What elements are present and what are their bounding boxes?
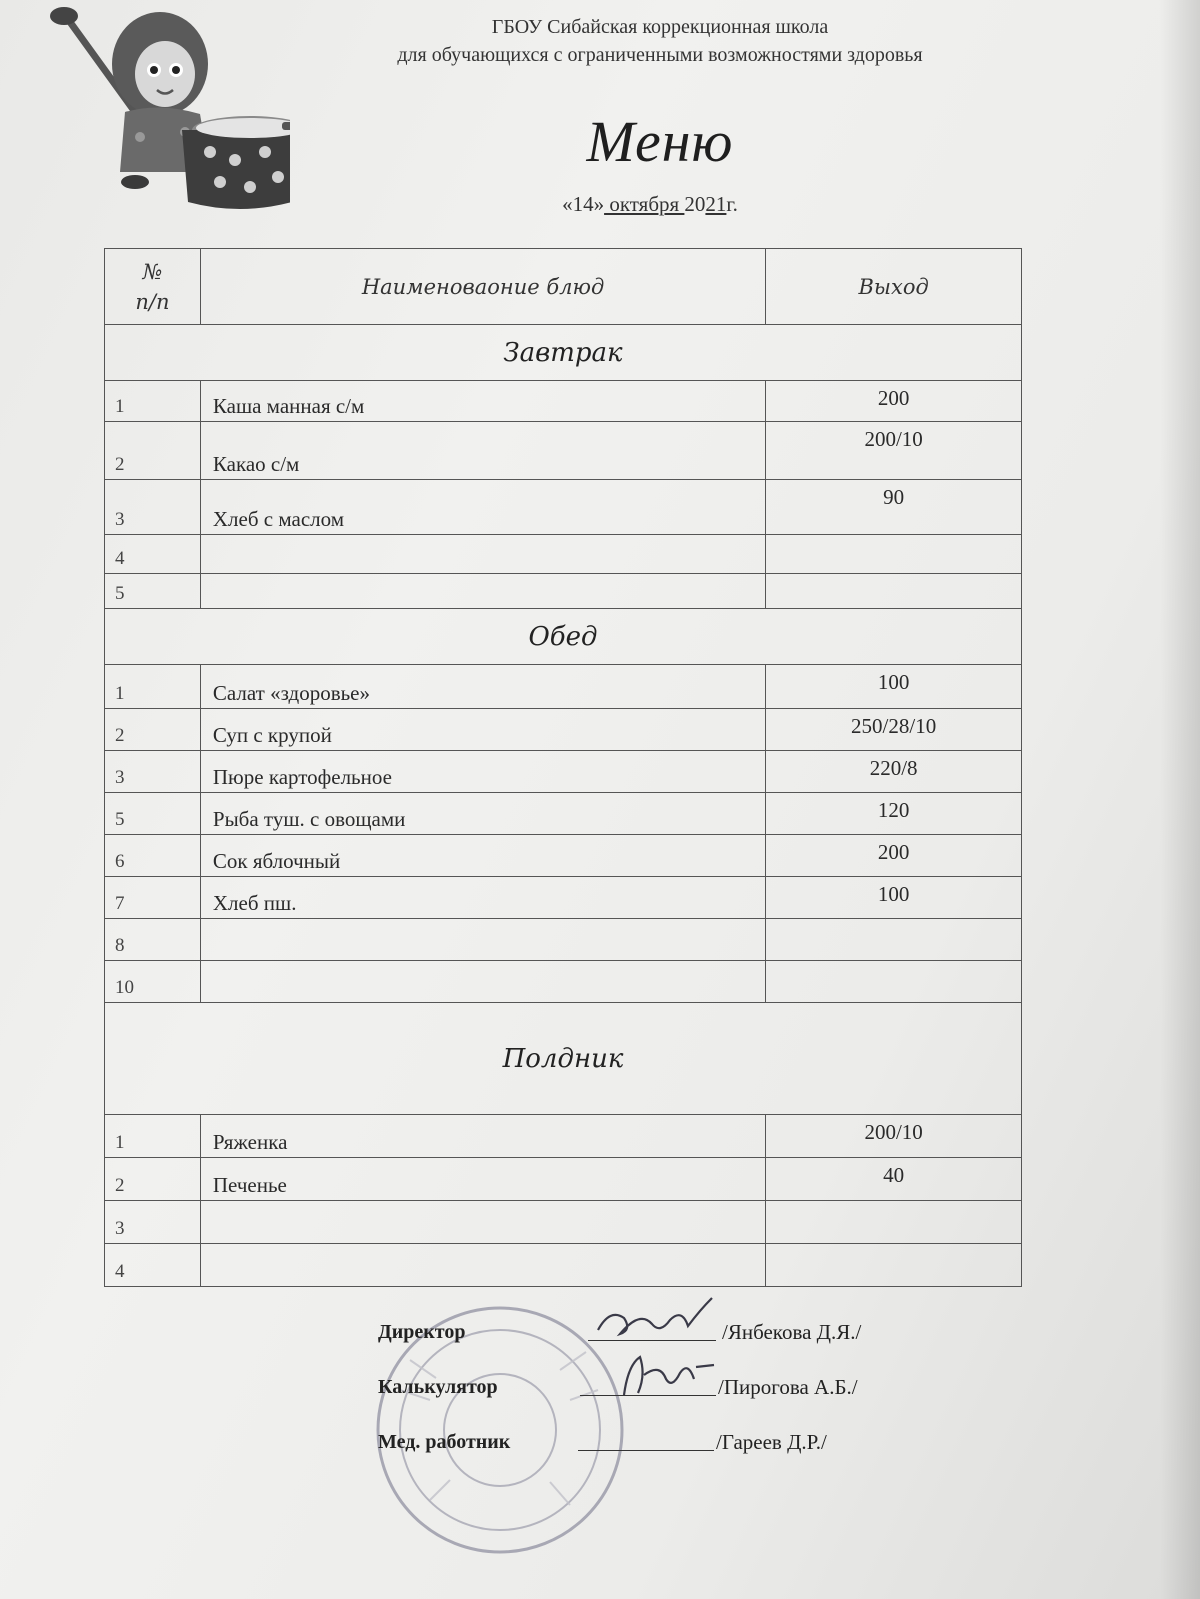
dish-name bbox=[200, 1244, 765, 1287]
dish-name bbox=[200, 919, 765, 961]
table-row bbox=[105, 1115, 1022, 1158]
table-row bbox=[105, 1244, 1022, 1287]
signature-role-medic: Мед. работник bbox=[378, 1431, 511, 1453]
header-number-abbr: п/п bbox=[135, 289, 170, 314]
row-number: 3 bbox=[105, 751, 201, 793]
school-name-line-2: для обучающихся с ограниченными возможностями здоровья bbox=[397, 44, 923, 66]
row-number: 2 bbox=[105, 709, 201, 751]
signature-role-calculator: Калькулятор bbox=[378, 1376, 498, 1398]
dish-name: Хлеб пш. bbox=[200, 877, 765, 919]
table-row bbox=[105, 535, 1022, 574]
header-yield: Выход bbox=[766, 249, 1022, 325]
date-month: октября bbox=[604, 192, 685, 216]
paper-edge-shadow bbox=[1160, 0, 1200, 1599]
dish-yield bbox=[766, 1201, 1022, 1244]
row-number: 4 bbox=[105, 535, 201, 574]
dish-yield: 220/8 bbox=[766, 751, 1022, 793]
dish-yield: 120 bbox=[766, 793, 1022, 835]
table-row bbox=[105, 422, 1022, 480]
table-row bbox=[105, 709, 1022, 751]
row-number: 10 bbox=[105, 961, 201, 1003]
row-number: 1 bbox=[105, 381, 201, 422]
dish-yield: 40 bbox=[766, 1158, 1022, 1201]
table-row bbox=[105, 877, 1022, 919]
dish-name: Пюре картофельное bbox=[200, 751, 765, 793]
table-row bbox=[105, 665, 1022, 709]
dish-yield: 100 bbox=[766, 877, 1022, 919]
signature-name-director: /Янбекова Д.Я./ bbox=[722, 1320, 862, 1344]
date-year-digits: 21 bbox=[705, 192, 727, 216]
dish-name: Суп с крупой bbox=[200, 709, 765, 751]
menu-date bbox=[450, 192, 850, 217]
dish-yield bbox=[766, 961, 1022, 1003]
row-number: 3 bbox=[105, 1201, 201, 1244]
date-year-suffix: г. bbox=[726, 192, 738, 216]
dish-yield: 250/28/10 bbox=[766, 709, 1022, 751]
dish-name: Хлеб с маслом bbox=[200, 480, 765, 535]
header-number bbox=[105, 249, 201, 325]
row-number: 1 bbox=[105, 1115, 201, 1158]
dish-yield: 100 bbox=[766, 665, 1022, 709]
dish-yield bbox=[766, 919, 1022, 961]
dish-name: Печенье bbox=[200, 1158, 765, 1201]
menu-table bbox=[104, 248, 1022, 1287]
table-row bbox=[105, 1158, 1022, 1201]
dish-name: Каша манная с/м bbox=[200, 381, 765, 422]
row-number: 2 bbox=[105, 422, 201, 480]
table-row bbox=[105, 835, 1022, 877]
dish-yield: 90 bbox=[766, 480, 1022, 535]
dish-name: Сок яблочный bbox=[200, 835, 765, 877]
header-dish-name: Наименоваоние блюд bbox=[200, 249, 765, 325]
signature-line-medic bbox=[578, 1449, 714, 1451]
row-number: 5 bbox=[105, 574, 201, 609]
dish-name bbox=[200, 961, 765, 1003]
mascot-cook-illustration bbox=[40, 2, 290, 212]
dish-yield bbox=[766, 1244, 1022, 1287]
row-number: 6 bbox=[105, 835, 201, 877]
section-title: Завтрак bbox=[105, 325, 1022, 381]
menu-table-body bbox=[105, 325, 1022, 1287]
section-row bbox=[105, 325, 1022, 381]
dish-yield bbox=[766, 574, 1022, 609]
signature-role-director: Директор bbox=[378, 1321, 466, 1343]
row-number: 4 bbox=[105, 1244, 201, 1287]
row-number: 7 bbox=[105, 877, 201, 919]
dish-name: Ряженка bbox=[200, 1115, 765, 1158]
table-header-row bbox=[105, 249, 1022, 325]
row-number: 1 bbox=[105, 665, 201, 709]
dish-yield bbox=[766, 535, 1022, 574]
dish-name: Рыба туш. с овощами bbox=[200, 793, 765, 835]
table-row bbox=[105, 919, 1022, 961]
dish-yield: 200/10 bbox=[766, 1115, 1022, 1158]
table-row bbox=[105, 961, 1022, 1003]
table-row bbox=[105, 751, 1022, 793]
section-row bbox=[105, 1003, 1022, 1115]
date-day: «14» bbox=[562, 192, 605, 216]
section-row bbox=[105, 609, 1022, 665]
row-number: 8 bbox=[105, 919, 201, 961]
table-row bbox=[105, 1201, 1022, 1244]
header-number-sign: № bbox=[142, 259, 163, 284]
dish-name bbox=[200, 574, 765, 609]
table-row bbox=[105, 381, 1022, 422]
table-row bbox=[105, 480, 1022, 535]
dish-yield: 200/10 bbox=[766, 422, 1022, 480]
dish-name: Салат «здоровье» bbox=[200, 665, 765, 709]
signature-name-medic: /Гареев Д.Р./ bbox=[716, 1430, 827, 1454]
signature-name-calculator: /Пирогова А.Б./ bbox=[718, 1375, 858, 1399]
section-title: Обед bbox=[105, 609, 1022, 665]
row-number: 5 bbox=[105, 793, 201, 835]
table-row bbox=[105, 793, 1022, 835]
dish-yield: 200 bbox=[766, 381, 1022, 422]
dish-name bbox=[200, 535, 765, 574]
date-year-prefix: 20 bbox=[684, 192, 706, 216]
page-title: Меню bbox=[586, 109, 734, 174]
section-title: Полдник bbox=[105, 1003, 1022, 1115]
row-number: 3 bbox=[105, 480, 201, 535]
school-name-line-1: ГБОУ Сибайская коррекционная школа bbox=[491, 16, 829, 38]
table-row bbox=[105, 574, 1022, 609]
dish-name bbox=[200, 1201, 765, 1244]
director-signature-scribble bbox=[590, 1290, 730, 1350]
row-number: 2 bbox=[105, 1158, 201, 1201]
calculator-signature-scribble bbox=[610, 1345, 720, 1405]
dish-yield: 200 bbox=[766, 835, 1022, 877]
dish-name: Какао с/м bbox=[200, 422, 765, 480]
